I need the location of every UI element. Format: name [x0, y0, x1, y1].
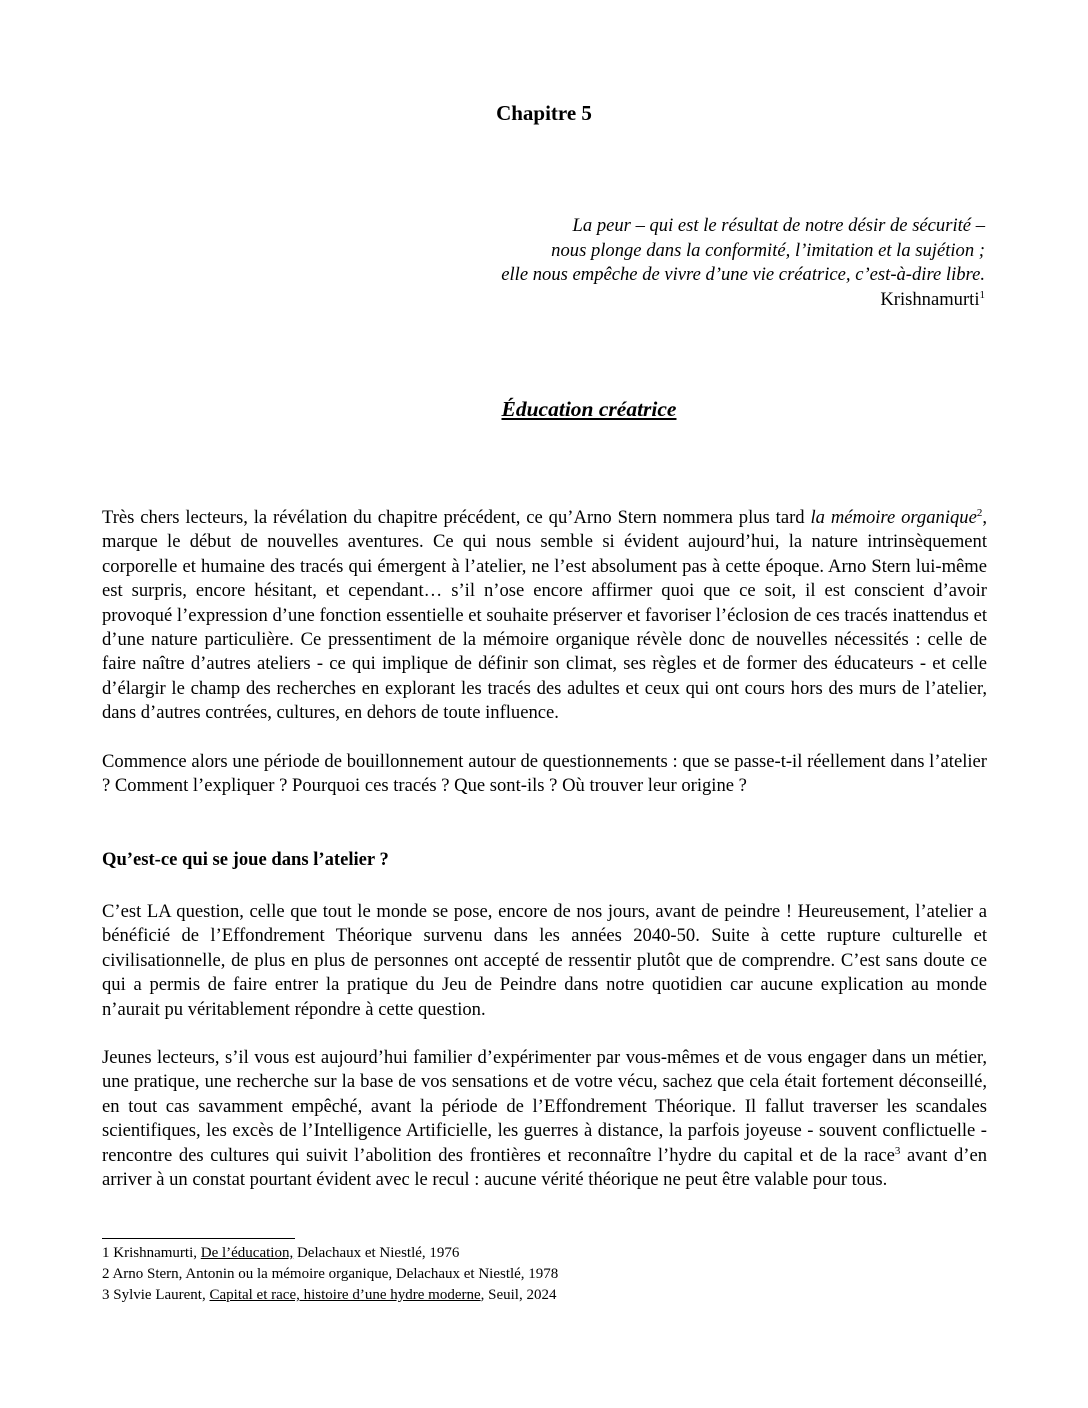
footnote-ref[interactable]: 1: [979, 288, 985, 301]
footnote-2: [102, 1264, 558, 1285]
epigraph-line: elle nous empêche de vivre d’une vie créatrice, c’est-à-dire libre.: [501, 264, 985, 286]
body-paragraph: C’est LA question, celle que tout le monde se pose, encore de nos jours, avant de peindre ! Heureusement, l’atelier a bénéficié de l’Effondrement Théorique survenu dans les années 2040-50. Suite à cette rupture culturelle et civilisationnelle, de plus en plus de personnes ont accepté de ressentir plutôt que de comprendre. C’est sans doute ce qui a permis de faire entrer la pratique du Jeu de Peindre dans notre quotidien car aucune explication au monde n’aurait pu véritablement répondre à cette question.: [102, 901, 987, 1020]
footnote-text: Delachaux et Niestlé, 1976: [293, 1245, 460, 1261]
epigraph-line: nous plonge dans la conformité, l’imitation et la sujétion ;: [551, 239, 985, 261]
footnotes: [102, 1243, 558, 1306]
footnote-ref[interactable]: 3: [894, 1144, 901, 1157]
footnote-number: 1: [102, 1245, 110, 1261]
paragraph-text: avant d’en arriver à un constat pourtant évident avec le recul : aucune vérité théorique ne peut être valable pour tous.: [102, 1144, 987, 1191]
italic-term: la mémoire organique: [810, 507, 977, 528]
subheading: Qu’est-ce qui se joue dans l’atelier ?: [102, 849, 389, 870]
epigraph-line: La peur – qui est le résultat de notre désir de sécurité –: [572, 215, 985, 236]
paragraph-text: Très chers lecteurs, la révélation du chapitre précédent, ce qu’Arno Stern nommera plus tard: [102, 507, 811, 528]
paragraph-text: , marque le début de nouvelles aventures. Ce qui nous semble si évident aujourd’hui, la nature intrinsèquement corporelle et humaine des tracés qui émergent à l’atelier, ne l’est absolument pas à cette époque. Arno Stern lui-même est surpris, encore hésitant, et cependant… s’il n’ose encore affirmer quoi que ce soit, il est conscient d’avoir provoqué l’expression d’une fonction essentielle et souhaite préserver et favoriser l’éclosion de ces tracés inattendus et d’une nature particulière. Ce pressentiment de la mémoire organique révèle donc de nouvelles nécessités : celle de faire naître d’autres ateliers - ce qui implique de définir son climat, ses règles et de former des éducateurs - et celle d’élargir le champ des recherches en explorant les tracés des adultes et ceux qui ont cours hors des murs de l’atelier, dans d’autres contrées, cultures, en dehors de toute influence.: [102, 507, 987, 724]
chapter-title: Chapitre 5: [496, 101, 592, 125]
footnote-1: [102, 1243, 558, 1264]
footnote-text: , Seuil, 2024: [480, 1287, 557, 1303]
epigraph: [345, 214, 985, 312]
body-paragraph: Commence alors une période de bouillonnement autour de questionnements : que se passe-t-il réellement dans l’atelier ? Comment l’expliquer ? Pourquoi ces tracés ? Que sont-ils ? Où trouver leur origine ?: [102, 751, 987, 797]
footnote-text: Arno Stern, Antonin ou la mémoire organique, Delachaux et Niestlé, 1978: [112, 1266, 559, 1282]
body-paragraph: [102, 1046, 987, 1192]
footnote-book-title: De l’éducation,: [200, 1245, 294, 1261]
paragraph-text: Jeunes lecteurs, s’il vous est aujourd’hui familier d’expérimenter par vous-mêmes et de vous engager dans un métier, une pratique, une recherche sur la base de vos sensations et de votre vécu, sachez que cela était fortement déconseillé, en tout cas savamment empêché, avant la période de l’Effondrement Théorique. Il fallut traverser les scandales scientifiques, les excès de l’Intelligence Artificielle, les guerres à distance, la parfois joyeuse - souvent conflictuelle - rencontre des cultures qui suivit l’abolition des frontières et reconnaître l’hydre du capital et de la race: [102, 1047, 987, 1166]
body-paragraph: [102, 506, 987, 726]
footnote-book-title: Capital et race, histoire d’une hydre moderne: [209, 1287, 481, 1303]
section-title: Éducation créatrice: [501, 397, 677, 421]
footnote-separator: [102, 1238, 295, 1239]
footnote-text: Sylvie Laurent,: [113, 1287, 210, 1303]
footnote-number: 3: [102, 1287, 110, 1303]
epigraph-author-name: Krishnamurti: [880, 288, 980, 310]
footnote-ref[interactable]: 2: [976, 507, 983, 519]
epigraph-author: [345, 288, 985, 313]
footnote-3: [102, 1285, 558, 1306]
footnote-text: Krishnamurti,: [113, 1245, 201, 1261]
footnote-number: 2: [102, 1266, 110, 1282]
